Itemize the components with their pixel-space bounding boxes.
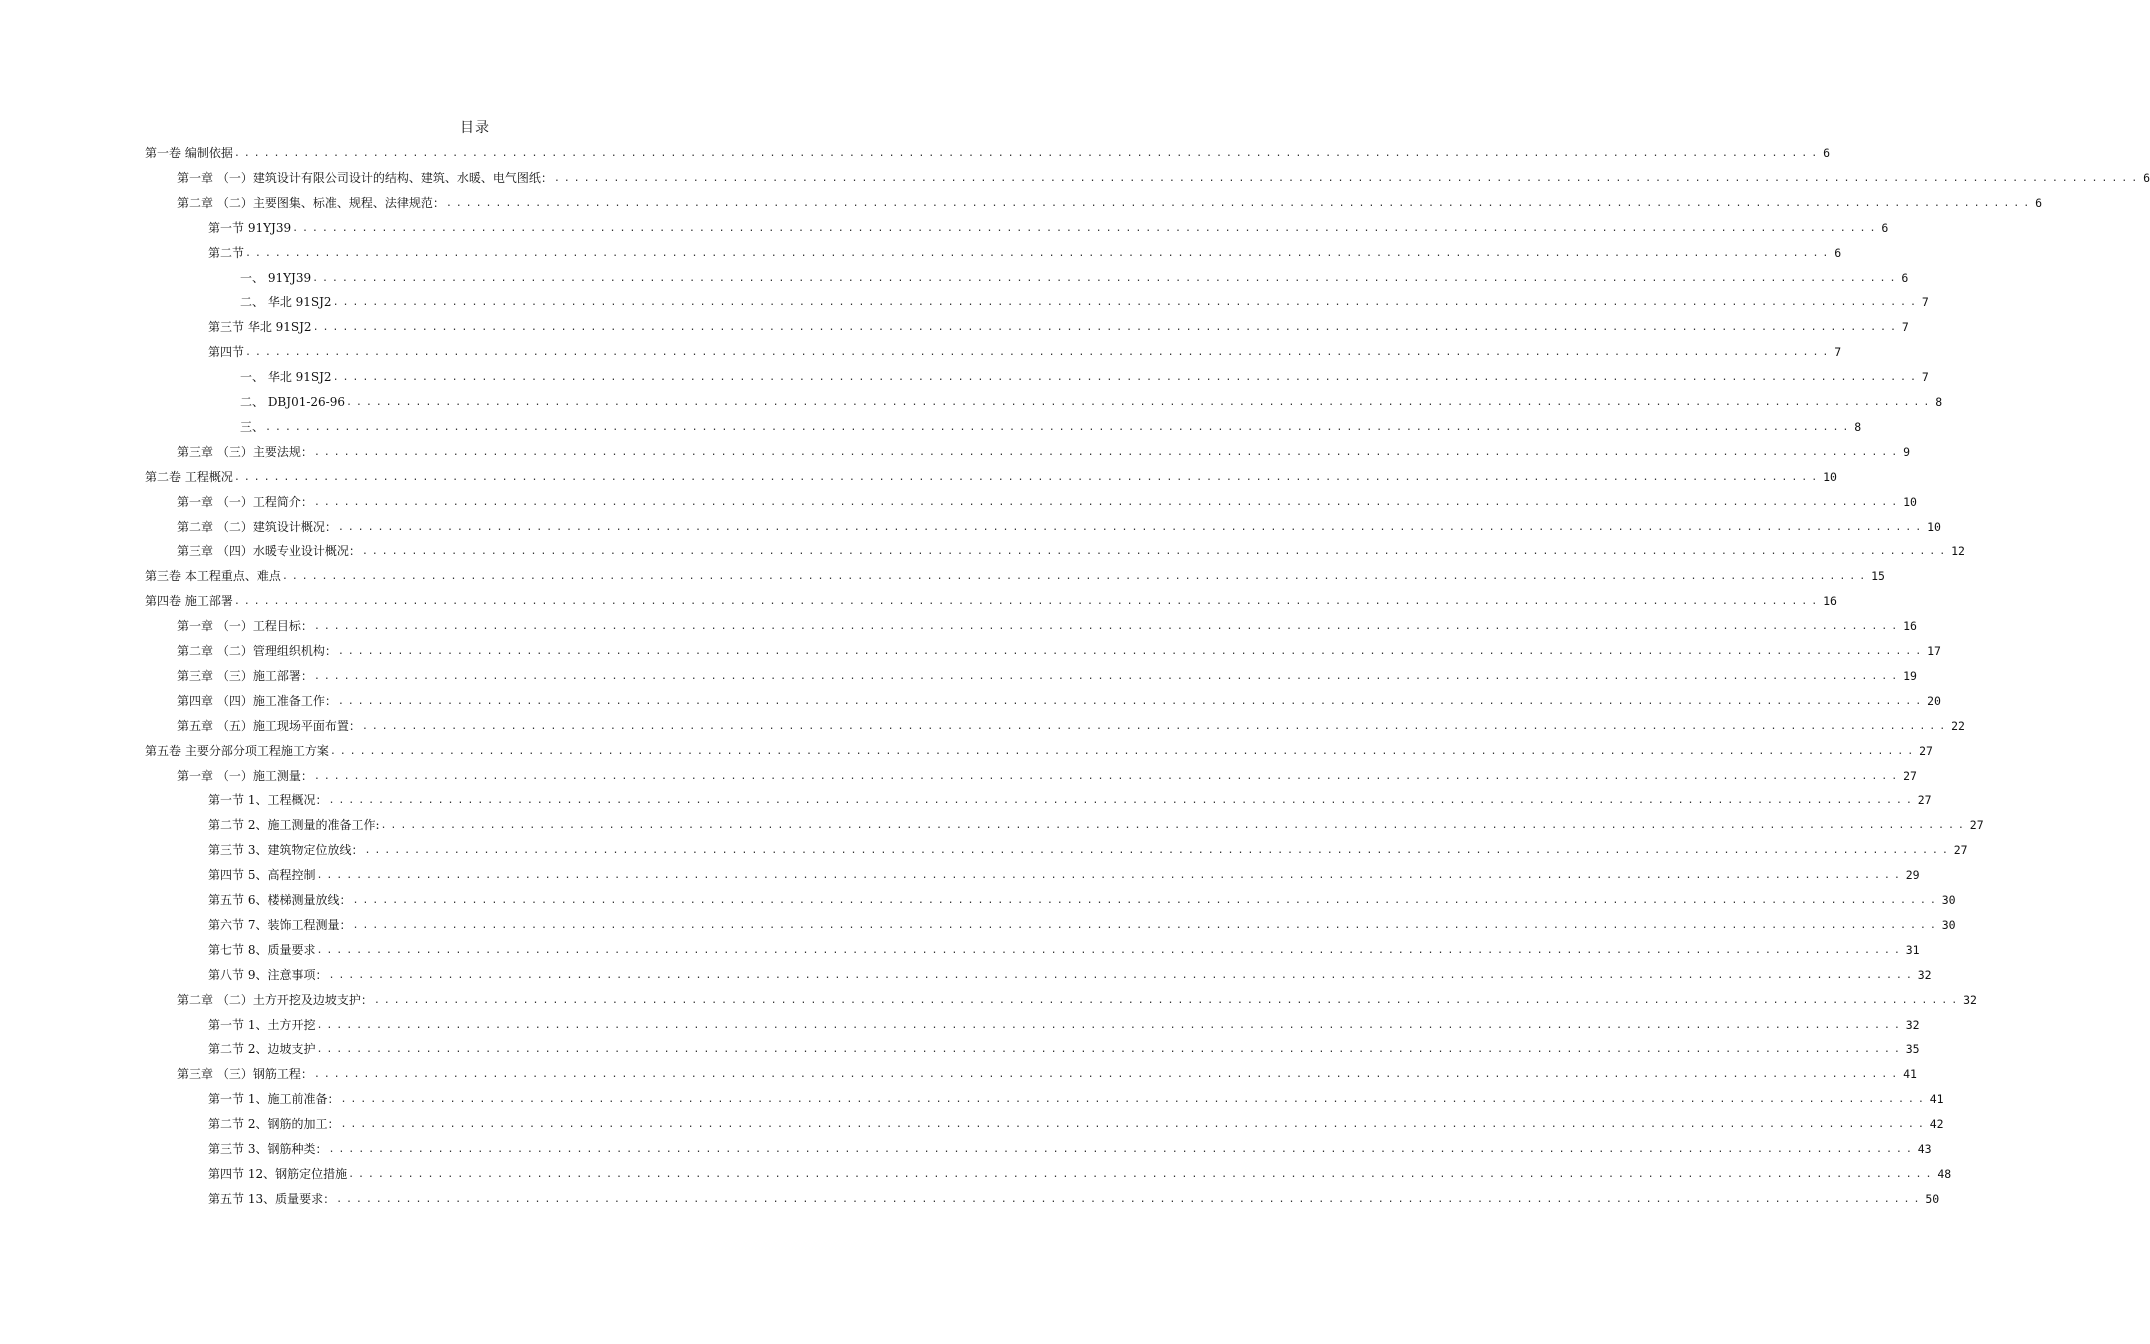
toc-page-number: 6: [2035, 195, 2043, 210]
toc-dot-leader: ................................................................................................................................................................: [328, 969, 1916, 981]
toc-entry: [177, 439, 1911, 464]
toc-page-number: 10: [1927, 519, 1941, 534]
toc-entry-title: 第一节 1、工程概况：: [208, 793, 328, 807]
toc-entry-title: 第四节 5、高程控制: [208, 868, 316, 882]
toc-page-number: 16: [1903, 618, 1917, 633]
toc-entry: [145, 588, 1837, 613]
toc-entry-title: 第二节 2、边坡支护: [208, 1042, 316, 1056]
toc-entry: [208, 862, 1920, 887]
toc-entry-title: 第二章 （二）土方开挖及边坡支护：: [177, 993, 373, 1007]
toc-entry-title: 第三节 3、建筑物定位放线：: [208, 843, 364, 857]
toc-entry: [145, 140, 1831, 165]
toc-entry-title: 第一节 1、施工前准备：: [208, 1092, 340, 1106]
toc-page-number: 6: [1823, 145, 1831, 160]
toc-dot-leader: ................................................................................................................................................................: [316, 869, 1904, 881]
toc-entry-title: 第一章 （一）工程简介：: [177, 495, 313, 509]
toc-dot-leader: ................................................................................................................................................................: [328, 1143, 1916, 1155]
toc-entry: [145, 563, 1885, 588]
toc-page-number: 30: [1941, 892, 1956, 907]
toc-title: 目录: [460, 120, 490, 136]
toc-entry-title: 第八节 9、注意事项：: [208, 968, 328, 982]
toc-dot-leader: ................................................................................................................................................................: [233, 147, 1822, 159]
toc-page-number: 50: [1925, 1191, 1940, 1206]
toc-dot-leader: ................................................................................................................................................................: [553, 172, 2142, 184]
toc-dot-leader: ................................................................................................................................................................: [329, 745, 1918, 757]
toc-entry-title: 第七节 8、质量要求: [208, 943, 316, 957]
toc-entry: [177, 987, 1977, 1012]
toc-page-number: 35: [1905, 1041, 1920, 1056]
toc-page-number: 27: [1953, 842, 1968, 857]
toc-page-number: 6: [1834, 245, 1842, 260]
toc-entry-title: 三、: [240, 420, 265, 434]
toc-page-number: 43: [1917, 1141, 1932, 1156]
toc-entry-title: 第五卷 主要分部分项工程施工方案: [145, 744, 329, 758]
toc-dot-leader: ................................................................................................................................................................: [313, 620, 1902, 632]
toc-page-number: 32: [1905, 1017, 1920, 1032]
toc-entry: [177, 688, 1941, 713]
toc-entry: [208, 912, 1956, 937]
toc-entry-title: 第三节 华北 91SJ2: [208, 320, 312, 334]
toc-dot-leader: ................................................................................................................................................................: [340, 1093, 1928, 1105]
toc-entry-title: 第二节 2、施工测量的准备工作:: [208, 818, 380, 832]
toc-dot-leader: ................................................................................................................................................................: [292, 222, 1880, 234]
toc-dot-leader: ................................................................................................................................................................: [340, 1118, 1928, 1130]
toc-entry: [208, 1161, 1952, 1186]
toc-entry-title: 第四卷 施工部署: [145, 594, 233, 608]
toc-dot-leader: ................................................................................................................................................................: [361, 545, 1950, 557]
toc-entry: [208, 937, 1920, 962]
toc-entry: [208, 887, 1956, 912]
toc-page-number: 32: [1917, 967, 1932, 982]
toc-page-number: 48: [1937, 1166, 1952, 1181]
toc-dot-leader: ................................................................................................................................................................: [312, 321, 1900, 333]
toc-entry-title: 第五节 13、质量要求：: [208, 1192, 336, 1206]
toc-page-number: 6: [1881, 220, 1889, 235]
toc-dot-leader: ................................................................................................................................................................: [380, 819, 1968, 831]
toc-dot-leader: ................................................................................................................................................................: [337, 645, 1926, 657]
toc-page-number: 29: [1905, 867, 1920, 882]
toc-dot-leader: ................................................................................................................................................................: [233, 471, 1822, 483]
toc-entry: [177, 514, 1941, 539]
toc-entry-title: 第二章 （二）管理组织机构：: [177, 644, 337, 658]
toc-entry: [240, 414, 1862, 439]
toc-dot-leader: ................................................................................................................................................................: [313, 496, 1902, 508]
toc-page-number: 7: [1921, 369, 1929, 384]
toc-entry-title: 第五章 （五）施工现场平面布置：: [177, 719, 361, 733]
toc-page-number: 8: [1935, 394, 1943, 409]
toc-dot-leader: ................................................................................................................................................................: [332, 296, 1920, 308]
toc-dot-leader: ................................................................................................................................................................: [348, 1168, 1936, 1180]
toc-dot-leader: ................................................................................................................................................................: [364, 844, 1952, 856]
toc-entry-title: 第二卷 工程概况: [145, 470, 233, 484]
toc-dot-leader: ................................................................................................................................................................: [312, 272, 1900, 284]
toc-entry-title: 一、 91YJ39: [240, 271, 312, 285]
toc-page-number: 31: [1905, 942, 1920, 957]
toc-dot-leader: ................................................................................................................................................................: [316, 944, 1904, 956]
toc-entry: [208, 240, 1842, 265]
toc-entry: [177, 1061, 1917, 1086]
toc-dot-leader: ................................................................................................................................................................: [316, 1043, 1904, 1055]
toc-entry: [240, 265, 1909, 290]
toc-dot-leader: ................................................................................................................................................................: [336, 1193, 1924, 1205]
toc-entry-title: 第四节 12、钢筋定位措施: [208, 1167, 348, 1181]
toc-page-number: 19: [1903, 668, 1917, 683]
toc-entry: [208, 1012, 1920, 1037]
toc-entry-title: 第三章 （三）施工部署：: [177, 669, 313, 683]
toc-dot-leader: ................................................................................................................................................................: [245, 346, 1833, 358]
toc-page-number: 15: [1871, 568, 1885, 583]
toc-page-number: 22: [1951, 718, 1965, 733]
toc-entry: [208, 215, 1889, 240]
toc-entry-title: 第一章 （一）工程目标：: [177, 619, 313, 633]
toc-page-number: 41: [1929, 1091, 1944, 1106]
toc-page-number: 27: [1919, 743, 1933, 758]
toc-dot-leader: ................................................................................................................................................................: [361, 720, 1950, 732]
toc-entry: [208, 812, 1984, 837]
toc-entry-title: 第一章 （一）施工测量：: [177, 769, 313, 783]
toc-entry-title: 第六节 7、装饰工程测量：: [208, 918, 352, 932]
toc-page-number: 32: [1963, 992, 1977, 1007]
toc-page-number: 10: [1823, 469, 1837, 484]
toc-page-number: 8: [1854, 419, 1862, 434]
toc-page-number: 9: [1903, 444, 1911, 459]
toc-dot-leader: ................................................................................................................................................................: [345, 396, 1934, 408]
toc-page-number: 16: [1823, 593, 1837, 608]
toc-dot-leader: ................................................................................................................................................................: [337, 695, 1926, 707]
toc-page-number: 17: [1927, 643, 1941, 658]
toc-page-number: 27: [1969, 817, 1984, 832]
toc-dot-leader: ................................................................................................................................................................: [281, 570, 1870, 582]
toc-entry-title: 第三节 3、钢筋种类：: [208, 1142, 328, 1156]
toc-page-number: 41: [1903, 1066, 1917, 1081]
toc-entry: [208, 339, 1842, 364]
toc-page-number: 7: [1921, 294, 1929, 309]
toc-dot-leader: ................................................................................................................................................................: [337, 521, 1926, 533]
toc-entry: [208, 314, 1909, 339]
toc-entry: [208, 1111, 1944, 1136]
toc-entry-title: 第二章 （二）主要图集、标准、规程、法律规范：: [177, 196, 445, 210]
toc-page-number: 7: [1834, 344, 1842, 359]
toc-entry: [177, 489, 1917, 514]
toc-entry: [208, 1186, 1940, 1211]
toc-dot-leader: ................................................................................................................................................................: [332, 371, 1920, 383]
toc-dot-leader: ................................................................................................................................................................: [265, 421, 1853, 433]
toc-entry: [145, 738, 1933, 763]
toc-dot-leader: ................................................................................................................................................................: [352, 894, 1940, 906]
toc-entry-title: 一、 华北 91SJ2: [240, 370, 332, 384]
toc-entry: [145, 464, 1837, 489]
toc-entry-title: 第五节 6、楼梯测量放线：: [208, 893, 352, 907]
toc-entry: [177, 713, 1965, 738]
toc-page-number: 10: [1903, 494, 1917, 509]
toc-page-number: 6: [1901, 270, 1909, 285]
toc-entry: [177, 763, 1917, 788]
toc-page-number: 27: [1903, 768, 1917, 783]
toc-page-number: 20: [1927, 693, 1941, 708]
toc-dot-leader: ................................................................................................................................................................: [313, 770, 1902, 782]
toc-entry: [177, 538, 1965, 563]
toc-dot-leader: ................................................................................................................................................................: [445, 197, 2034, 209]
toc-entry-title: 二、 华北 91SJ2: [240, 295, 332, 309]
toc-entry-title: 第二节 2、钢筋的加工：: [208, 1117, 340, 1131]
toc-entry: [240, 289, 1929, 314]
toc-entry: [177, 613, 1917, 638]
toc-page-number: 6: [2143, 170, 2150, 185]
toc-page-number: 7: [1901, 319, 1909, 334]
toc-entry: [208, 1136, 1932, 1161]
toc-entry: [177, 638, 1941, 663]
toc-entry: [240, 389, 1943, 414]
toc-entry-title: 第二章 （二）建筑设计概况：: [177, 520, 337, 534]
toc-dot-leader: ................................................................................................................................................................: [352, 919, 1940, 931]
toc-entry: [240, 364, 1929, 389]
toc-entry: [208, 962, 1932, 987]
toc-entry: [208, 837, 1968, 862]
toc-entry-title: 二、 DBJ01-26-96: [240, 395, 345, 409]
toc-page-number: 30: [1941, 917, 1956, 932]
toc-entry-title: 第一卷 编制依据: [145, 146, 233, 160]
toc-entry: [208, 1086, 1944, 1111]
toc-entry: [177, 165, 2150, 190]
toc-entry-title: 第一节 91YJ39: [208, 221, 292, 235]
toc-dot-leader: ................................................................................................................................................................: [313, 446, 1902, 458]
toc-entry-title: 第四章 （四）施工准备工作：: [177, 694, 337, 708]
toc-entry-title: 第三卷 本工程重点、难点: [145, 569, 281, 583]
toc-entry: [177, 190, 2043, 215]
toc-entry-title: 第一节 1、土方开挖: [208, 1018, 316, 1032]
toc-dot-leader: ................................................................................................................................................................: [316, 1019, 1904, 1031]
toc-dot-leader: ................................................................................................................................................................: [328, 794, 1916, 806]
toc-entry-title: 第四节: [208, 345, 245, 359]
toc-page-number: 12: [1951, 543, 1965, 558]
toc-entry: [177, 663, 1917, 688]
toc-page-number: 42: [1929, 1116, 1944, 1131]
toc-entry-title: 第三章 （四）水暖专业设计概况：: [177, 544, 361, 558]
toc-entry-title: 第三章 （三）主要法规：: [177, 445, 313, 459]
toc-entry-title: 第三章 （三）钢筋工程：: [177, 1067, 313, 1081]
toc-dot-leader: ................................................................................................................................................................: [313, 1068, 1902, 1080]
toc-entry: [208, 1036, 1920, 1061]
toc-entry-title: 第二节: [208, 246, 245, 260]
toc-dot-leader: ................................................................................................................................................................: [313, 670, 1902, 682]
toc-dot-leader: ................................................................................................................................................................: [373, 994, 1962, 1006]
toc-entry: [208, 787, 1932, 812]
toc-page-number: 27: [1917, 792, 1932, 807]
toc-dot-leader: ................................................................................................................................................................: [245, 247, 1833, 259]
toc-dot-leader: ................................................................................................................................................................: [233, 595, 1822, 607]
toc-entry-title: 第一章 （一）建筑设计有限公司设计的结构、建筑、水暖、电气图纸：: [177, 171, 553, 185]
